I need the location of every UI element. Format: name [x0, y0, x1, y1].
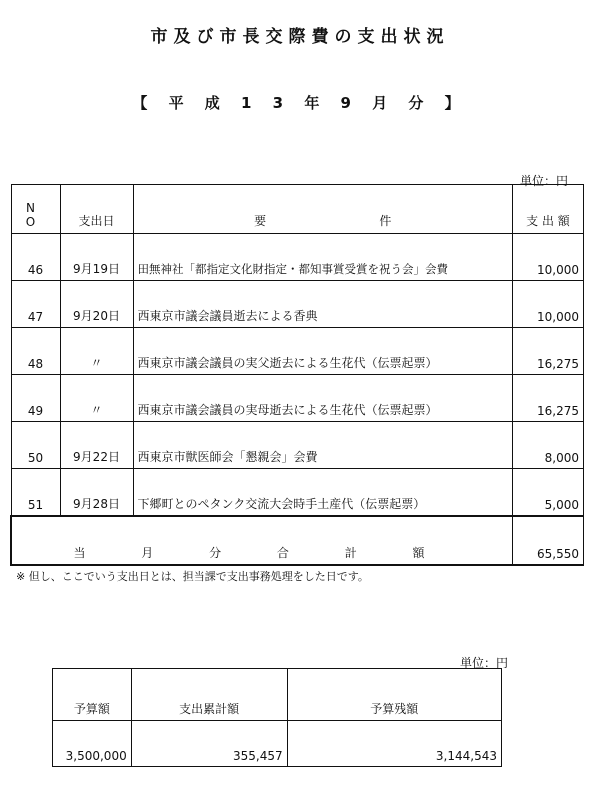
header-item-left: 要 — [254, 214, 267, 228]
row-amount: 10,000 — [513, 281, 584, 328]
remaining-header: 予算残額 — [287, 669, 501, 721]
header-item-right: 件 — [379, 214, 392, 228]
table-row — [11, 422, 584, 469]
row-item: 下郷町とのペタンク交流大会時手土産代（伝票起票） — [133, 469, 513, 517]
row-date: 9月28日 — [60, 469, 133, 517]
row-no: 51 — [11, 469, 60, 517]
row-date: 9月19日 — [60, 234, 133, 281]
row-date: 〃 — [60, 328, 133, 375]
row-item: 田無神社「都指定文化財指定・都知事賞受賞を祝う会」会費 — [133, 234, 513, 281]
unit-label: 単位：円 — [520, 174, 569, 188]
footnote: ※ 但し、ここでいう支出日とは、担当課で支出事務処理をした日です。 — [16, 570, 369, 583]
header-no: N O — [11, 185, 60, 234]
table-row — [11, 234, 584, 281]
table-row — [11, 375, 584, 422]
row-no: 48 — [11, 328, 60, 375]
budget-header-row — [53, 669, 502, 721]
expense-table — [10, 184, 584, 566]
row-date: 9月20日 — [60, 281, 133, 328]
row-no: 46 — [11, 234, 60, 281]
table-header-row — [11, 185, 584, 234]
header-date: 支出日 — [60, 185, 133, 234]
budget-table — [52, 668, 502, 767]
remaining-value: 3,144,543 — [287, 721, 501, 767]
row-no: 49 — [11, 375, 60, 422]
row-amount: 16,275 — [513, 375, 584, 422]
row-item: 西東京市議会議員の実母逝去による生花代（伝票起票） — [133, 375, 513, 422]
row-amount: 10,000 — [513, 234, 584, 281]
budget-value: 3,500,000 — [53, 721, 132, 767]
cumulative-value: 355,457 — [131, 721, 287, 767]
table-row — [11, 469, 584, 517]
row-amount: 8,000 — [513, 422, 584, 469]
total-amount: 65,550 — [513, 516, 584, 565]
period-label: 【 平 成 1 3 年 9 月 分 】 — [132, 94, 468, 112]
row-no: 47 — [11, 281, 60, 328]
budget-unit-label: 単位：円 — [460, 656, 509, 670]
row-amount: 5,000 — [513, 469, 584, 517]
row-item: 西東京市議会議員逝去による香典 — [133, 281, 513, 328]
row-date: 〃 — [60, 375, 133, 422]
row-no: 50 — [11, 422, 60, 469]
row-item: 西東京市議会議員の実父逝去による生花代（伝票起票） — [133, 328, 513, 375]
row-item: 西東京市獣医師会「懇親会」会費 — [133, 422, 513, 469]
header-item — [133, 185, 513, 234]
cumulative-header: 支出累計額 — [131, 669, 287, 721]
header-amount: 支 出 額 — [513, 185, 584, 234]
page-title: 市及び市長交際費の支出状況 — [150, 27, 450, 47]
total-row — [11, 516, 584, 565]
table-row — [11, 328, 584, 375]
budget-header: 予算額 — [53, 669, 132, 721]
table-row — [11, 281, 584, 328]
total-label: 当 月 分 合 計 額 — [11, 516, 513, 565]
row-date: 9月22日 — [60, 422, 133, 469]
budget-value-row — [53, 721, 502, 767]
row-amount: 16,275 — [513, 328, 584, 375]
